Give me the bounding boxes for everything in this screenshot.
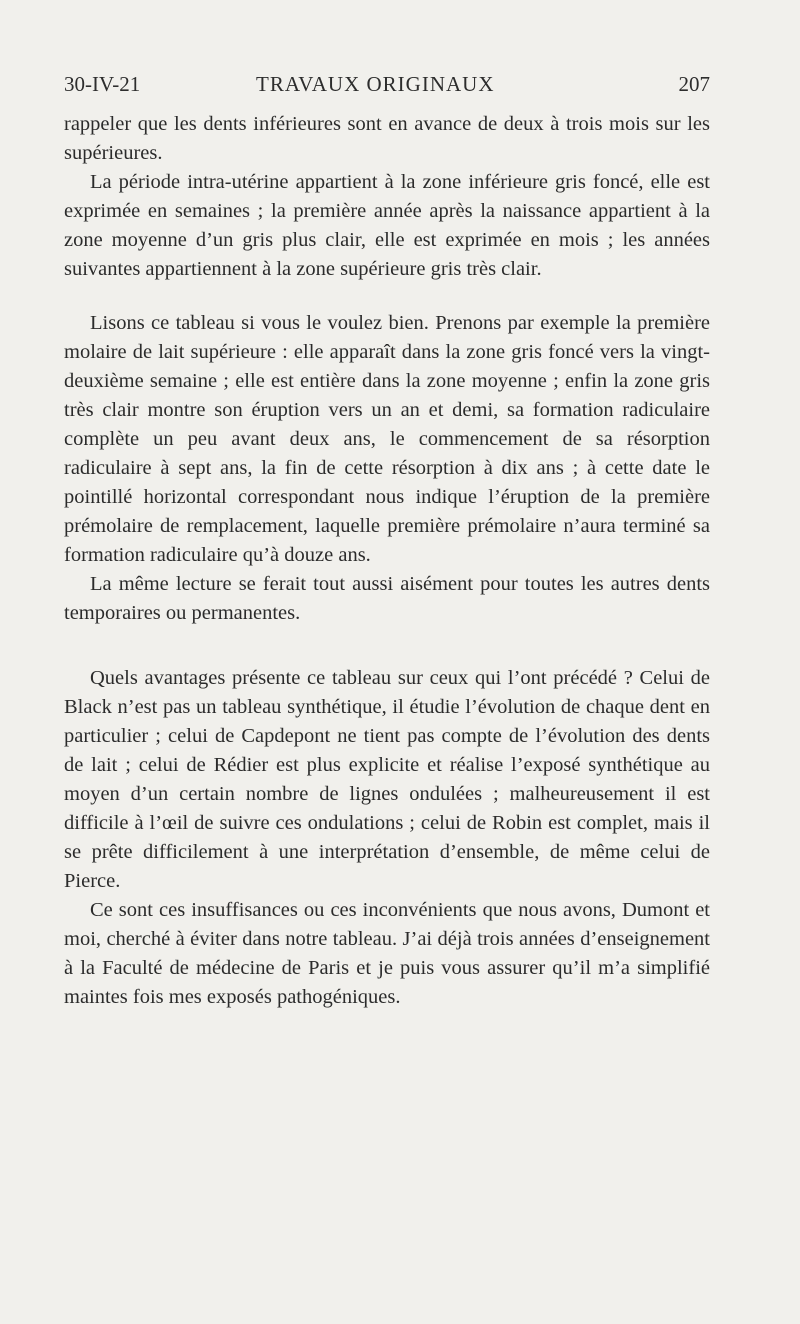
body-text	[64, 110, 710, 1012]
paragraph: Lisons ce tableau si vous le voulez bien. Prenons par exemple la première molaire de lait supérieure : elle apparaît dans la zone gris foncé vers la vingt-deuxième semaine ; elle est entière dans la zone moyenne ; enfin la zone gris très clair montre son éruption vers un an et demi, sa formation radiculaire complète un peu avant deux ans, le commencement de sa résorption radiculaire à sept ans, la fin de cette résorption à dix ans ; à cette date le pointillé horizontal correspondant nous indique l’éruption de la première prémolaire de remplacement, laquelle première prémolaire n’aura terminé sa formation radiculaire qu’à douze ans.	[64, 312, 710, 566]
page-number: 207	[678, 72, 710, 96]
paragraph: Ce sont ces insuffisances ou ces inconvénients que nous avons, Dumont et moi, cherché à éviter dans notre tableau. J’ai déjà trois années d’enseignement à la Faculté de médecine de Paris et je puis vous assurer qu’il m’a simplifié maintes fois mes exposés pathogéniques.	[64, 899, 710, 1008]
paragraph: rappeler que les dents inférieures sont en avance de deux à trois mois sur les supérieures.	[64, 113, 710, 164]
paragraph: La période intra-utérine appartient à la zone inférieure gris foncé, elle est exprimée en semaines ; la première année après la naissance appartient à la zone moyenne d’un gris plus clair, elle est exprimée en mois ; les années suivantes appartiennent à la zone supérieure gris très clair.	[64, 171, 710, 280]
issue-date: 30-IV-21	[64, 72, 141, 96]
running-title: TRAVAUX ORIGINAUX	[256, 72, 495, 96]
running-header	[64, 72, 710, 104]
paragraph: La même lecture se ferait tout aussi aisément pour toutes les autres dents temporaires ou permanentes.	[64, 573, 710, 624]
paragraph: Quels avantages présente ce tableau sur ceux qui l’ont précédé ? Celui de Black n’est pas un tableau synthétique, il étudie l’évolution de chaque dent en particulier ; celui de Capdepont ne tient pas compte de l’évolution des dents de lait ; celui de Rédier est plus explicite et réalise l’exposé synthétique au moyen d’un certain nombre de lignes ondulées ; malheureusement il est difficile à l’œil de suivre ces ondulations ; celui de Robin est complet, mais il se prête difficilement à une interprétation d’ensemble, de même celui de Pierce.	[64, 667, 710, 892]
